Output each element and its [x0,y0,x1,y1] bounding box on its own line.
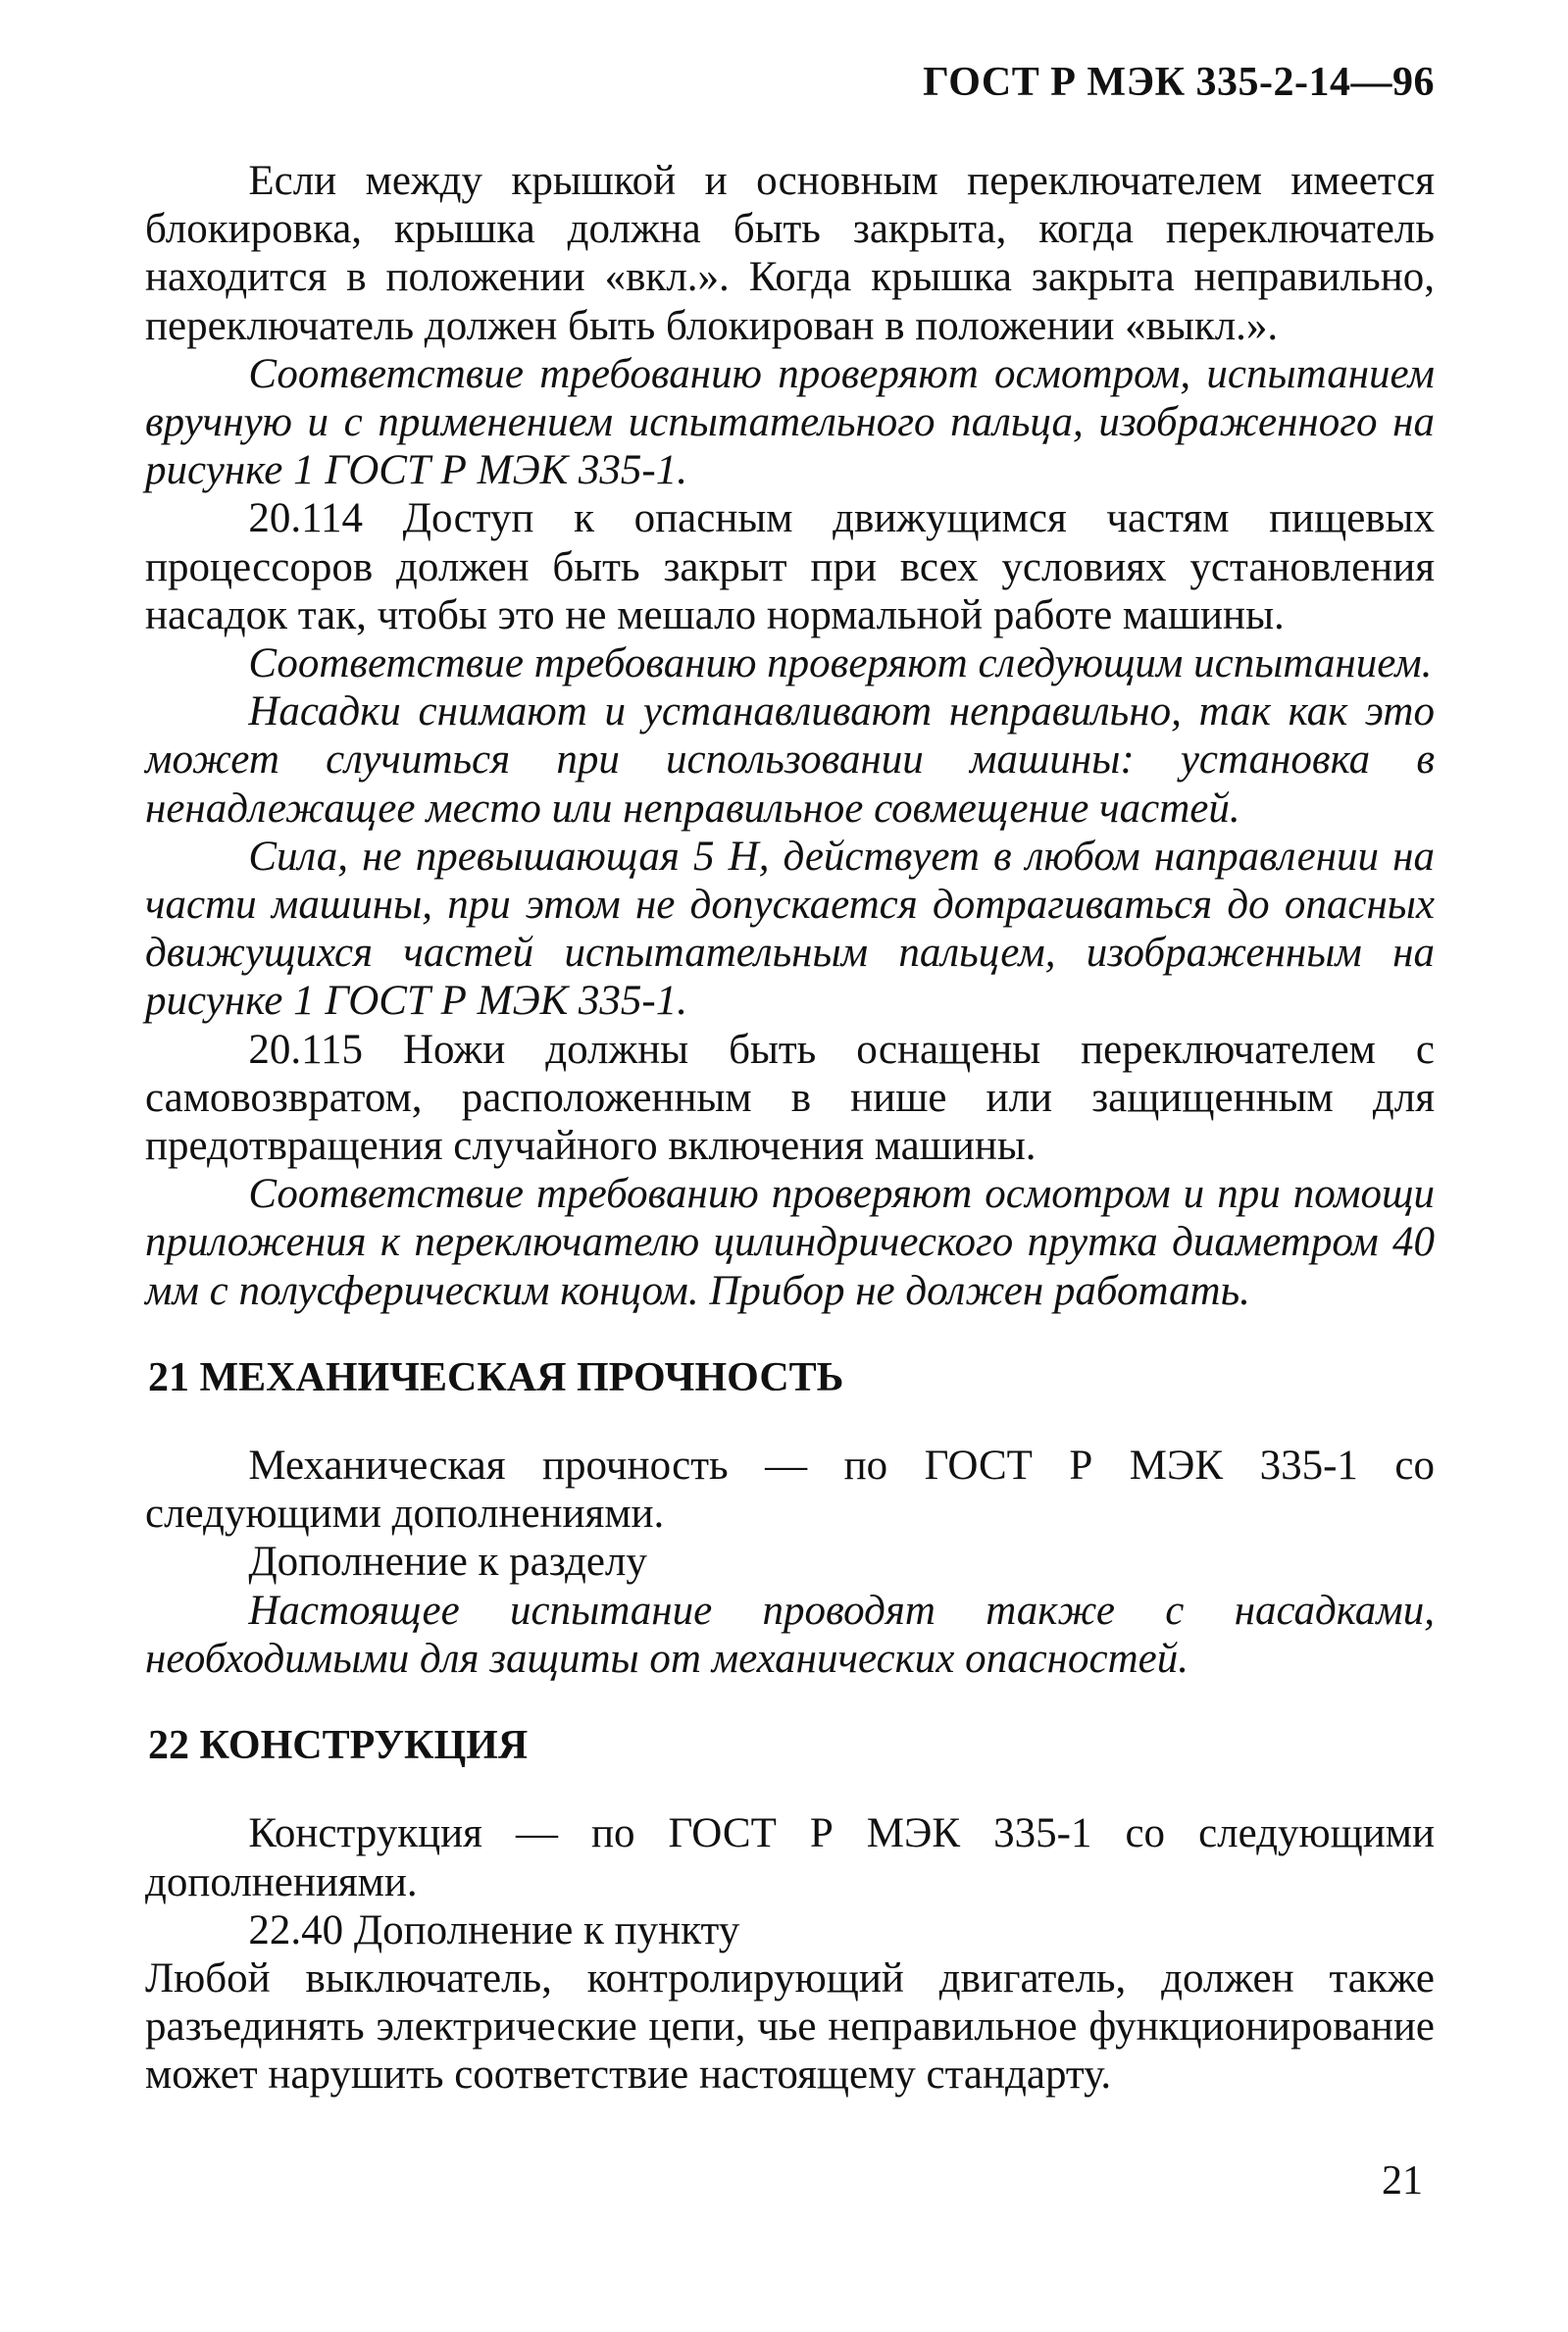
paragraph-interlock: Если между крышкой и основным переключателем имеется блокировка, крышка должна быть закрыта, когда переключатель находится в положении «вкл.». Когда крышка закрыта неправильно, переключатель должен быть блокирован в положении «выкл.». [145,158,1435,349]
paragraph-22-40: 22.40 Дополнение к пункту [248,1906,740,1953]
paragraph-force: Сила, не превышающая 5 Н, действует в любом направлении на части машины, при этом не допускается дотрагиваться до опасных движущихся частей испытательным пальцем, изображенным на рисунке 1 ГОСТ Р МЭК 335-1. [145,833,1435,1025]
paragraph-20-115: 20.115 Ножи должны быть оснащены переключателем с самовозвратом, расположенным в нише или защищенным для предотвращения случайного включения машины. [145,1026,1435,1170]
paragraph-addition-section: Дополнение к разделу [248,1539,647,1586]
paragraph-compliance-inspection: Соответствие требованию проверяют осмотром, испытанием вручную и с применением испытательного пальца, изображенного на рисунке 1 ГОСТ Р МЭК 335-1. [145,350,1435,494]
document-header: ГОСТ Р МЭК 335-2-14—96 [923,60,1435,105]
section-heading-22: 22 КОНСТРУКЦИЯ [148,1723,529,1769]
paragraph-mechanical-strength: Механическая прочность — по ГОСТ Р МЭК 335-1 со следующими дополнениями. [145,1443,1435,1538]
paragraph-compliance-test: Соответствие требованию проверяют следующим испытанием. [248,640,1433,687]
paragraph-construction: Конструкция — по ГОСТ Р МЭК 335-1 со следующими дополнениями. [145,1810,1435,1905]
paragraph-test-attachments: Настоящее испытание проводят также с насадками, необходимыми для защиты от механических опасностей. [145,1587,1435,1682]
section-heading-21: 21 МЕХАНИЧЕСКАЯ ПРОЧНОСТЬ [148,1354,844,1400]
paragraph-compliance-rod: Соответствие требованию проверяют осмотром и при помощи приложения к переключателю цилиндрического прутка диаметром 40 мм с полусферическим концом. Прибор не должен работать. [145,1171,1435,1314]
paragraph-20-114: 20.114 Доступ к опасным движущимся частям пищевых процессоров должен быть закрыт при всех условиях установления насадок так, чтобы это не мешало нормальной работе машины. [145,495,1435,638]
document-body [145,157,1435,2100]
page-number: 21 [1382,2158,1423,2204]
paragraph-attachments: Насадки снимают и устанавливают неправильно, так как это может случиться при использовании машины: установка в ненадлежащее место или неправильное совмещение частей. [145,688,1435,832]
paragraph-switch: Любой выключатель, контролирующий двигатель, должен также разъединять электрические цепи, чье неправильное функционирование может нарушить соответствие настоящему стандарту. [145,1954,1435,2099]
